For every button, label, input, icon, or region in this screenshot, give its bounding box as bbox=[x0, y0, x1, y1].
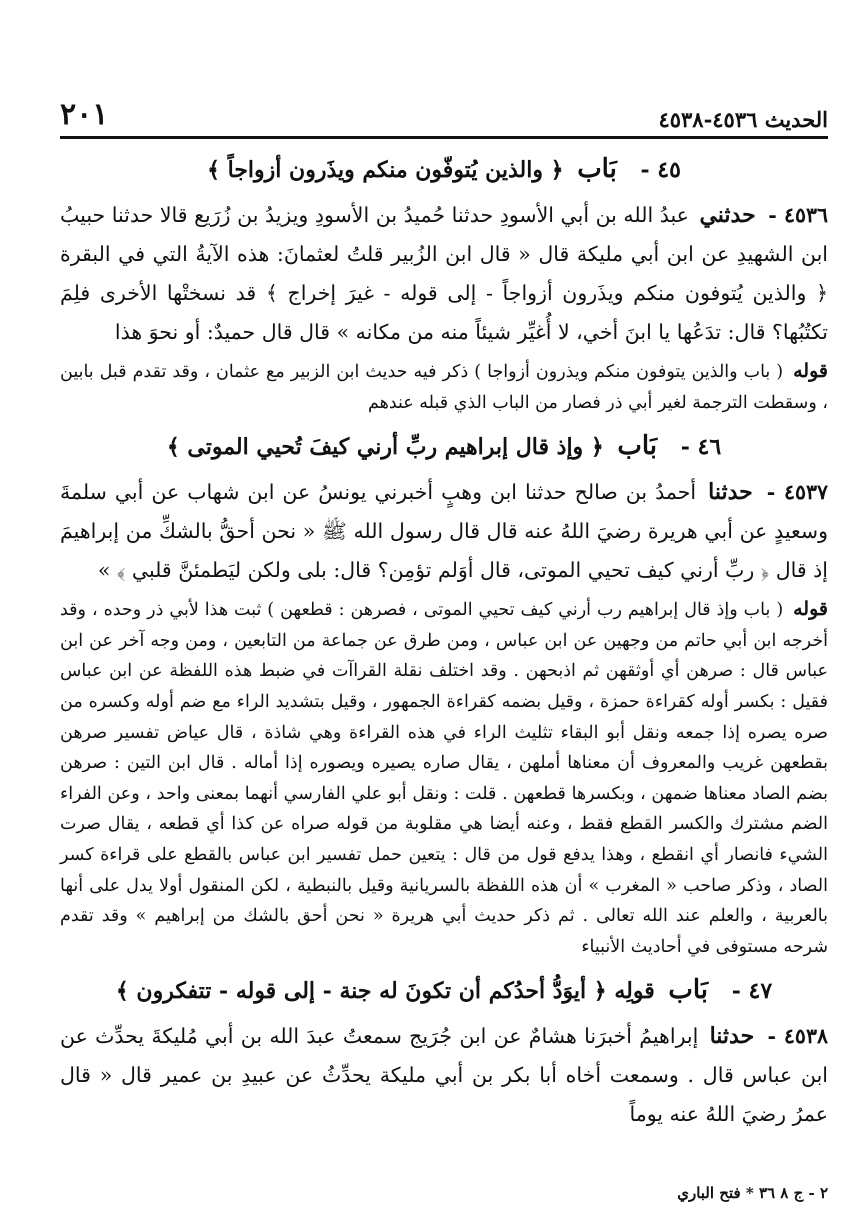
commentary-2 bbox=[60, 594, 828, 962]
book-page bbox=[60, 90, 828, 1210]
hadith-text: إبراهيمُ أخبرَنا هشامٌ عن ابن جُرَيج سمعتُ عبدَ الله بن أبي مُليكةَ يحدِّث عن ابن عباس قال . وسمعت أخاه أبا بكر بن أبي مليكة يحدِّثُ عن عبيدِ بن عمير قال « قال عمرُ رضيَ اللهُ عنه يوماً bbox=[60, 1024, 828, 1127]
hadith-range: الحديث ٤٥٣٦-٤٥٣٨ bbox=[658, 107, 828, 132]
hadith-number: ٤٥٣٨ - bbox=[767, 1024, 828, 1049]
hadith-text: عبدُ الله بن أبي الأسودِ حدثنا حُميدُ بن الأسودِ ويزيدُ بن زُرَيع قالا حدثنا حبيبُ ابن الشهيدِ عن ابن أبي مليكة قال « قال ابن الزُبير قلتُ لعثمانَ: هذه الآيةُ التي في البقرة ﴿ والذين يُتوفون منكم ويذَرون أزواجاً - إلى قوله - غيرَ إخراج ﴾ قد نسختْها الأخرى فلِمَ تكتُبُها؟ قال: تدَعُها يا ابنَ أخي، لا أُغيِّر شيئاً منه من مكانه » قال قال حميدٌ: أو نحوَ هذا bbox=[60, 203, 828, 344]
chapter-title: قولِه ﴿ أيوَدُّ أحدُكم أن تكونَ له جنة - إلى قوله - تتفكرون ﴾ bbox=[115, 978, 655, 1005]
commentary-text: ( باب وإذ قال إبراهيم رب أرني كيف تحيي الموتى ، فصرهن : قطعهن ) ثبت هذا لأبي ذر وحده ، وقد أخرجه ابن أبي حاتم من وجهين عن ابن عباس ، ومن طرق عن جماعة من التابعين ، ومن وجه آخر عن ابن عباس قال : صرهن أي أوثقهن ثم اذبحهن . وقد اختلف نقلة القراآت في ضبط هذه اللفظة عن ابن عباس فقيل : بكسر أوله كقراءة حمزة ، وقيل بضمه كقراءة الجمهور ، وقيل بتشديد الراء مع ضم أوله وكسره من صره يصره إذا جمعه ونقل أبو البقاء تثليث الراء في هذه القراءة وهي شاذة ، قال عياض تفسير صرهن بقطعهن غريب والمعروف أن معناها أملهن ، يقال صاره يصيره ويصوره إذا أماله . قال ابن التين : صرهن بضم الصاد معناها ضمهن ، وبكسرها قطعهن . قلت : ونقل أبو علي الفارسي أنهما بمعنى واحد ، وعن الفراء الضم مشترك والكسر القطع فقط ، وعنه أيضا هي مقلوبة من قوله صراه عن كذا أي قطعه ، يقال صرت الشيء فانصار أي انقطع ، وهذا يدفع قول من قال : يتعين حمل تفسير ابن عباس بالقطع على قراءة كسر الصاد ، وذكر صاحب « المغرب » أن هذه اللفظة بالسريانية وقيل بالنبطية ، لكن المنقول أولا يدل على أنها بالعربية ، والعلم عند الله تعالى . ثم ذكر حديث أبي هريرة « نحن أحق بالشك من إبراهيم » وقد تقدم شرحه مستوفى في أحاديث الأنبياء bbox=[60, 600, 828, 957]
commentary-1 bbox=[60, 356, 828, 418]
isnad-word: حدثنا bbox=[709, 1023, 755, 1050]
page-header bbox=[60, 90, 828, 136]
commentary-marker: قوله bbox=[793, 360, 828, 382]
page-footer: ٢ - ج ٨ ٣٦ * فتح الباري bbox=[677, 1184, 828, 1202]
chapter-word: بَاب bbox=[617, 431, 658, 462]
chapter-number: ٤٧ - bbox=[731, 978, 773, 1005]
page-number: ٢٠١ bbox=[60, 97, 109, 132]
hadith-4538 bbox=[60, 1017, 828, 1134]
commentary-marker: قوله bbox=[793, 598, 828, 621]
hadith-4536 bbox=[60, 196, 828, 352]
chapter-word: بَاب bbox=[577, 154, 617, 184]
isnad-word: حدثنا bbox=[708, 479, 753, 506]
chapter-word: بَاب bbox=[668, 975, 709, 1006]
hadith-4537 bbox=[60, 473, 828, 590]
chapter-number: ٤٦ - bbox=[680, 434, 722, 461]
chapter-heading-45 bbox=[60, 149, 828, 190]
chapter-title: ﴿ والذين يُتوفّون منكم ويذَرون أزواجاً ﴾ bbox=[207, 157, 564, 183]
hadith-text: أحمدُ بن صالح حدثنا ابن وهبٍ أخبرني يونسُ عن ابن شهاب عن أبي سلمةَ وسعيدٍ عن أبي هريرة رضيَ اللهُ عنه قال قال رسول الله ﷺ « نحن أحقُّ بالشكِّ من إبراهيمَ إذ قال ﴿ ربِّ أرني كيف تحيي الموتى، قال أوَلم تؤمِن؟ قال: بلى ولكن ليَطمئنَّ قلبي ﴾ » bbox=[60, 480, 828, 583]
commentary-text: ( باب والذين يتوفون منكم ويذرون أزواجا ) ذكر فيه حديث ابن الزبير مع عثمان ، وقد تقدم قبل بابين ، وسقطت الترجمة لغير أبي ذر فصار من الباب الذي قبله عندهم bbox=[60, 362, 828, 413]
hadith-number: ٤٥٣٧ - bbox=[766, 480, 828, 505]
chapter-title: ﴿ وإذ قال إبراهيم ربِّ أرني كيفَ تُحيي الموتى ﴾ bbox=[166, 434, 604, 461]
header-rule bbox=[60, 136, 828, 139]
chapter-heading-47 bbox=[60, 970, 828, 1011]
chapter-heading-46 bbox=[60, 426, 828, 467]
hadith-number: ٤٥٣٦ - bbox=[768, 203, 828, 227]
chapter-number: ٤٥ - bbox=[640, 157, 681, 183]
isnad-word: حدثني bbox=[699, 202, 756, 228]
